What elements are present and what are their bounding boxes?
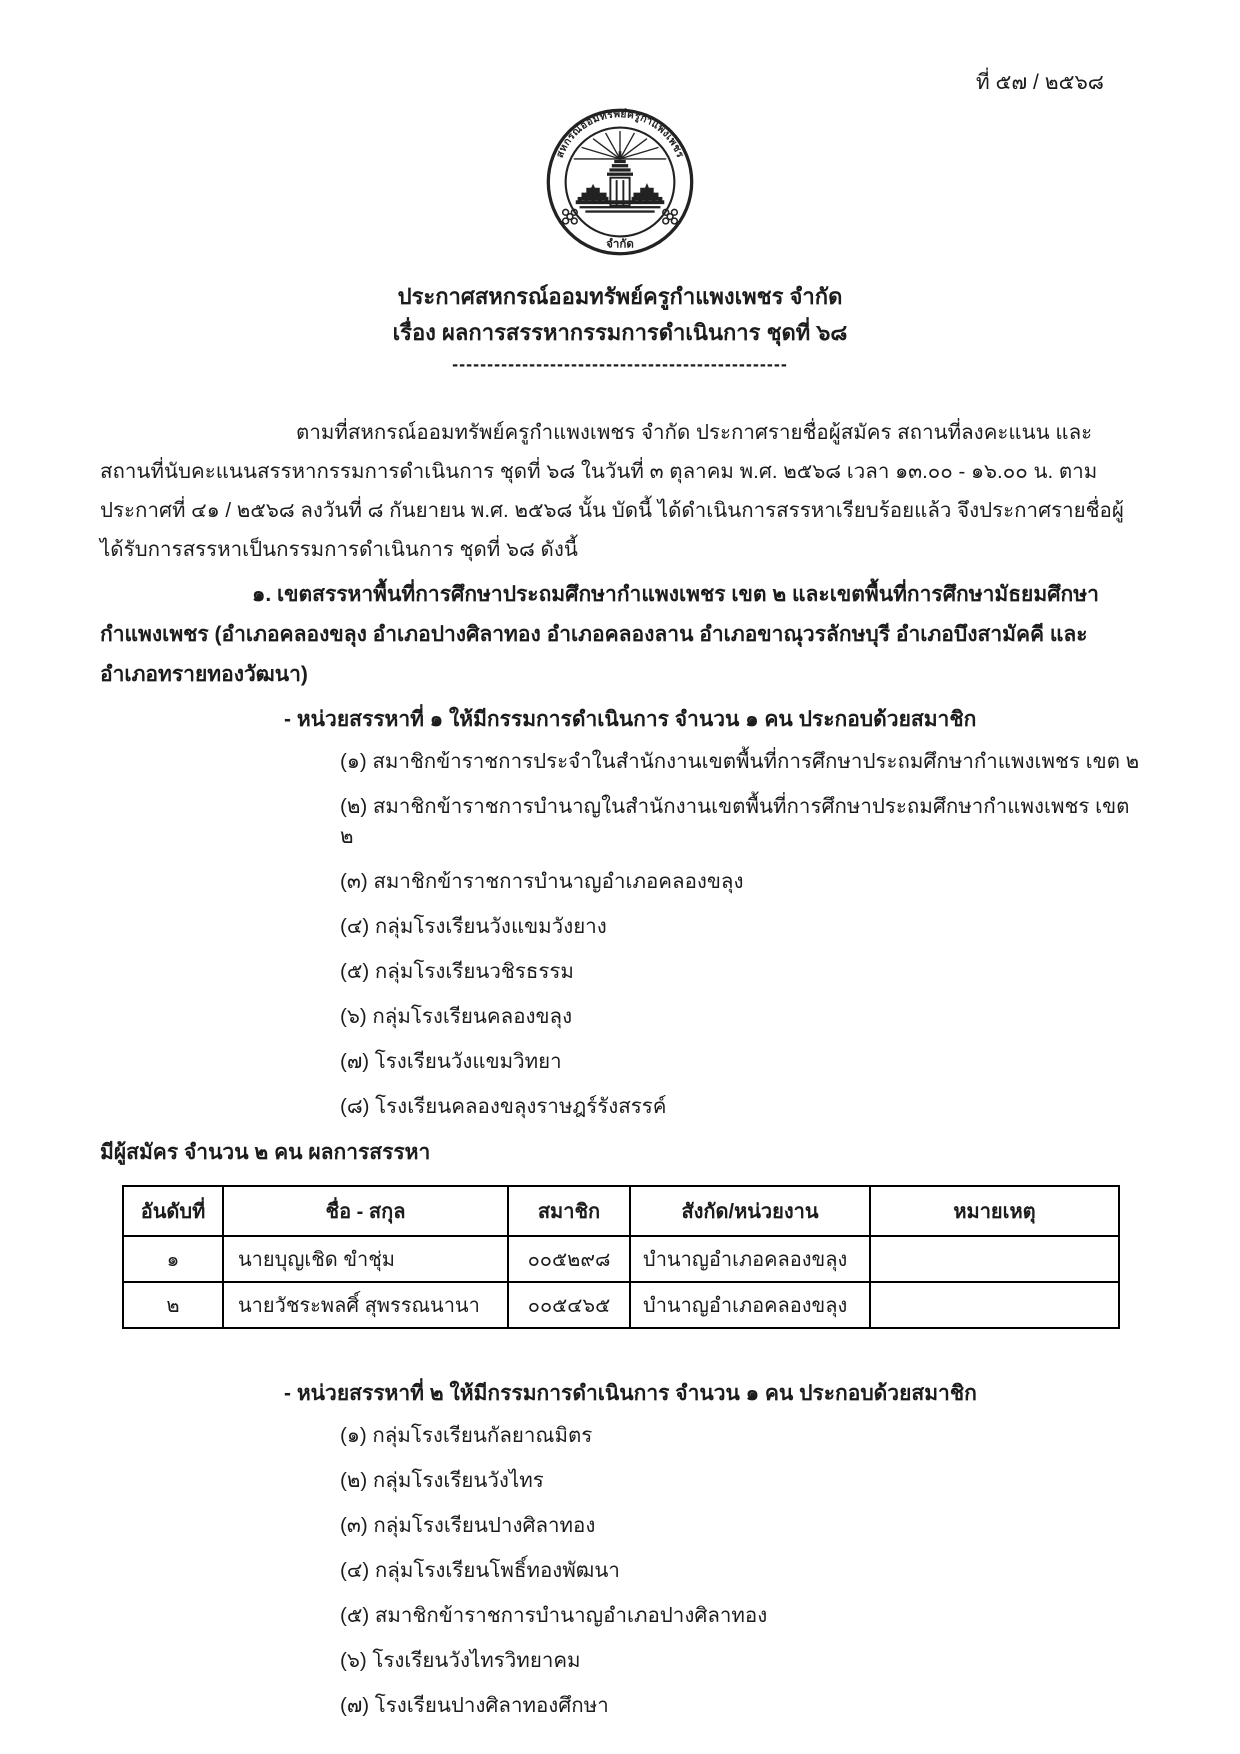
header-member-no: สมาชิก xyxy=(508,1186,630,1236)
unit-1-list xyxy=(100,747,1140,1122)
list-item: (๘) โรงเรียนคลองขลุงราษฎร์รังสรรค์ xyxy=(340,1095,667,1118)
header-note: หมายเหตุ xyxy=(870,1186,1119,1236)
table-row xyxy=(123,1282,1119,1328)
table-header-row xyxy=(123,1186,1119,1236)
list-item: (๕) กลุ่มโรงเรียนวชิรธรรม xyxy=(340,960,574,983)
list-item: (๒) กลุ่มโรงเรียนวังไทร xyxy=(340,1469,544,1492)
list-item: (๒) สมาชิกข้าราชการบำนาญในสำนักงานเขตพื้นที่การศึกษาประถมศึกษากำแพงเพชร เขต ๒ xyxy=(340,795,1130,848)
header-affiliation: สังกัด/หน่วยงาน xyxy=(630,1186,870,1236)
reference-number: ที่ ๕๗ / ๒๕๖๘ xyxy=(975,71,1104,94)
subject-line: เรื่อง ผลการสรรหากรรมการดำเนินการ ชุดที่ ๖๘ xyxy=(392,320,848,345)
section-1-heading: ๑. เขตสรรหาพื้นที่การศึกษาประถมศึกษากำแพงเพชร เขต ๒ และเขตพื้นที่การศึกษามัธยมศึกษากำแพงเพชร (อำเภอคลองขลุง อำเภอปางศิลาทอง อำเภอคลองลาน อำเภอขาณุวรลักษบุรี อำเภอบึงสามัคคี และอำเภอทรายทองวัฒนา) xyxy=(100,583,1099,686)
cell-member-no: ๐๐๕๔๖๕ xyxy=(508,1282,630,1328)
cell-note xyxy=(870,1236,1119,1282)
cell-rank: ๒ xyxy=(123,1282,223,1328)
intro-paragraph: ตามที่สหกรณ์ออมทรัพย์ครูกำแพงเพชร จำกัด ประกาศรายชื่อผู้สมัคร สถานที่ลงคะแนน และสถานที่นับคะแนนสรรหากรรมการดำเนินการ ชุดที่ ๖๘ ในวันที่ ๓ ตุลาคม พ.ศ. ๒๕๖๘ เวลา ๑๓.๐๐ - ๑๖.๐๐ น. ตามประกาศที่ ๔๑ / ๒๕๖๘ ลงวันที่ ๘ กันยายน พ.ศ. ๒๕๖๘ นั้น บัดนี้ ได้ดำเนินการสรรหาเรียบร้อยแล้ว จึงประกาศรายชื่อผู้ได้รับการสรรหาเป็นกรรมการดำเนินการ ชุดที่ ๖๘ ดังนี้ xyxy=(100,421,1124,561)
table-row xyxy=(123,1236,1119,1282)
list-item: (๓) สมาชิกข้าราชการบำนาญอำเภอคลองขลุง xyxy=(340,870,744,893)
unit-2-list xyxy=(100,1421,1140,1721)
list-item: (๓) กลุ่มโรงเรียนปางศิลาทอง xyxy=(340,1514,596,1537)
list-item: (๕) สมาชิกข้าราชการบำนาญอำเภอปางศิลาทอง xyxy=(340,1604,768,1627)
cell-affiliation: บำนาญอำเภอคลองขลุง xyxy=(630,1236,870,1282)
list-item: (๑) สมาชิกข้าราชการประจำในสำนักงานเขตพื้นที่การศึกษาประถมศึกษากำแพงเพชร เขต ๒ xyxy=(340,750,1140,773)
cell-note xyxy=(870,1282,1119,1328)
title-block xyxy=(100,279,1140,375)
unit-2-heading: - หน่วยสรรหาที่ ๒ ให้มีกรรมการดำเนินการ จำนวน ๑ คน ประกอบด้วยสมาชิก xyxy=(284,1382,977,1405)
cell-affiliation: บำนาญอำเภอคลองขลุง xyxy=(630,1282,870,1328)
list-item: (๔) กลุ่มโรงเรียนโพธิ์ทองพัฒนา xyxy=(340,1559,620,1582)
cell-member-no: ๐๐๕๒๙๘ xyxy=(508,1236,630,1282)
results-table xyxy=(122,1185,1120,1329)
list-item: (๗) โรงเรียนปางศิลาทองศึกษา xyxy=(340,1694,609,1717)
cell-name: นายบุญเชิด ขำชุ่ม xyxy=(223,1236,508,1282)
seal-bottom-text: จำกัด xyxy=(606,238,634,251)
applicants-result-line: มีผู้สมัคร จำนวน ๒ คน ผลการสรรหา xyxy=(100,1141,431,1164)
cell-name: นายวัชระพลศิ์ สุพรรณนานา xyxy=(223,1282,508,1328)
cell-rank: ๑ xyxy=(123,1236,223,1282)
header-name: ชื่อ - สกุล xyxy=(223,1186,508,1236)
unit-1-heading: - หน่วยสรรหาที่ ๑ ให้มีกรรมการดำเนินการ จำนวน ๑ คน ประกอบด้วยสมาชิก xyxy=(284,708,977,731)
seal-container xyxy=(100,105,1140,259)
seal-ring-text: สหกรณ์ออมทรัพย์ครูกำแพงเพชร xyxy=(554,109,686,160)
list-item: (๗) โรงเรียนวังแขมวิทยา xyxy=(340,1050,562,1073)
list-item: (๔) กลุ่มโรงเรียนวังแขมวังยาง xyxy=(340,915,607,938)
list-item: (๖) กลุ่มโรงเรียนคลองขลุง xyxy=(340,1005,573,1028)
list-item: (๑) กลุ่มโรงเรียนกัลยาณมิตร xyxy=(340,1424,593,1447)
cooperative-seal-icon xyxy=(543,105,697,259)
list-item: (๖) โรงเรียนวังไทรวิทยาคม xyxy=(340,1649,581,1672)
divider-line: ------------------------------------------------ xyxy=(452,354,788,374)
header-rank: อันดับที่ xyxy=(123,1186,223,1236)
page-title: ประกาศสหกรณ์ออมทรัพย์ครูกำแพงเพชร จำกัด xyxy=(397,284,843,309)
